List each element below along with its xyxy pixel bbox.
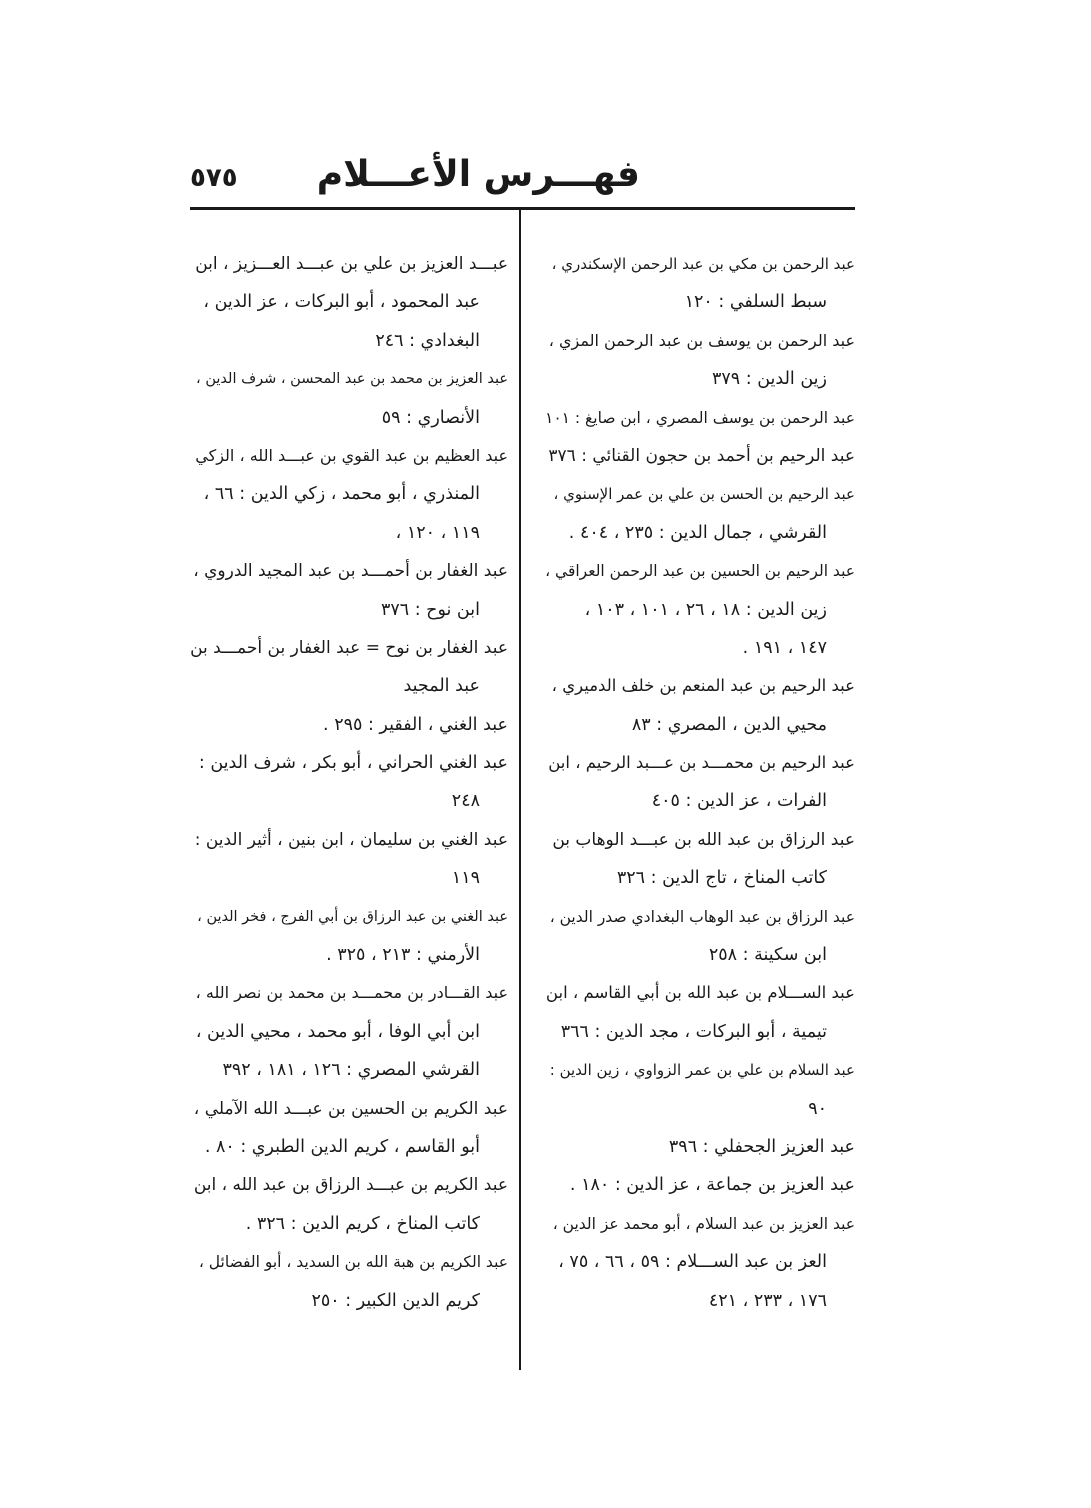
column-divider <box>519 210 521 1370</box>
index-entry-line: عبد الغني بن سليمان ، ابن بنين ، أثير الدين : <box>194 829 508 850</box>
index-entry-line: البغدادي : ٢٤٦ <box>375 330 480 351</box>
index-entry-line: ٩٠ <box>808 1098 827 1119</box>
index-entry-line: عبد الرحيم بن الحسين بن عبد الرحمن العراقي ، <box>545 562 855 581</box>
index-entry-line: الأنصاري : ٥٩ <box>381 407 480 428</box>
index-entry-line: ١٧٦ ، ٢٣٣ ، ٤٢١ <box>708 1290 827 1311</box>
index-entry-line: عبد الرحيم بن محمـــد بن عـــبد الرحيم ، ابن <box>548 753 855 773</box>
index-entry-line: الأرمني : ٢١٣ ، ٣٢٥ . <box>326 945 480 966</box>
index-entry-line: العز بن عبد الســـلام : ٥٩ ، ٦٦ ، ٧٥ ، <box>558 1252 827 1273</box>
index-entry-line: عبد الكريم بن عبـــد الرزاق بن عبد الله ، ابن <box>193 1175 508 1196</box>
index-entry-line: عبد الســـلام بن عبد الله بن أبي القاسم ، ابن <box>545 983 855 1003</box>
index-entry-line: ابن سكينة : ٢٥٨ <box>708 945 827 966</box>
index-entry-line: عبد المحمود ، أبو البركات ، عز الدين ، <box>203 292 480 313</box>
index-entry-line: أبو القاسم ، كريم الدين الطبري : ٨٠ . <box>204 1136 480 1157</box>
index-entry-line: عبد الكريم بن الحسين بن عبـــد الله الآملي ، <box>193 1098 508 1119</box>
index-entry-line: عبد الغني بن عبد الرزاق بن أبي الفرج ، فخر الدين ، <box>197 908 508 925</box>
index-entry-line: عبد السلام بن علي بن عمر الزواوي ، زين الدين : <box>549 1061 855 1080</box>
page-number: ٥٧٥ <box>190 163 238 193</box>
index-entry-line: زين الدين : ١٨ ، ٢٦ ، ١٠١ ، ١٠٣ ، <box>584 599 827 620</box>
right-column <box>545 245 855 1320</box>
index-entry-line: عبد العزيز بن جماعة ، عز الدين : ١٨٠ . <box>569 1175 855 1196</box>
index-entry-line: عبد الرحيم بن الحسن بن علي بن عمر الإسنوي ، <box>553 485 855 504</box>
index-entry-line: عبد الغفار بن أحمـــد بن عبد المجيد الدروي ، <box>193 561 508 582</box>
index-entry-line: زين الدين : ٣٧٩ <box>711 369 827 390</box>
index-entry-line: عبد الغني ، الفقير : ٢٩٥ . <box>323 714 508 735</box>
index-entry-line: عبد العزيز الجحفلي : ٣٩٦ <box>668 1136 855 1157</box>
index-entry-line: عبـــد العزيز بن علي بن عبـــد العـــزيز ، ابن <box>195 254 508 274</box>
index-entry-line: عبد الرزاق بن عبد الله بن عبـــد الوهاب بن <box>552 829 855 850</box>
index-entry-line: عبد المجيد <box>403 676 480 697</box>
index-entry-line: ابن أبي الوفا ، أبو محمد ، محيي الدين ، <box>195 1021 480 1042</box>
index-entry-line: كريم الدين الكبير : ٢٥٠ <box>311 1290 480 1311</box>
index-entry-line: ابن نوح : ٣٧٦ <box>380 599 480 620</box>
index-entry-line: تيمية ، أبو البركات ، مجد الدين : ٣٦٦ <box>560 1021 827 1042</box>
index-entry-line: الفرات ، عز الدين : ٤٠٥ <box>651 791 827 812</box>
index-entry-line: عبد العظيم بن عبد القوي بن عبـــد الله ، الزكي <box>195 445 508 465</box>
index-entry-line: كاتب المناخ ، كريم الدين : ٣٢٦ . <box>245 1213 480 1234</box>
index-entry-line: عبد الرحمن بن يوسف بن عبد الرحمن المزي ، <box>548 330 855 350</box>
left-column <box>190 245 508 1320</box>
index-entry-line: عبد الغفار بن نوح = عبد الغفار بن أحمـــد بن <box>190 637 508 658</box>
index-entry-line: عبد الغني الحراني ، أبو بكر ، شرف الدين : <box>198 753 508 774</box>
index-entry-line: عبد الرحيم بن أحمد بن حجون القنائي : ٣٧٦ <box>548 445 855 466</box>
index-entry-line: ١١٩ <box>451 868 480 889</box>
index-entry-line: عبد العزيز بن محمد بن عبد المحسن ، شرف الدين ، <box>196 371 508 388</box>
index-entry-line: محيي الدين ، المصري : ٨٣ <box>631 714 827 735</box>
index-entry-line: عبد الكريم بن هبة الله بن السديد ، أبو الفضائل ، <box>198 1253 508 1272</box>
index-entry-line: كاتب المناخ ، تاج الدين : ٣٢٦ <box>616 868 827 889</box>
index-entry-line: المنذري ، أبو محمد ، زكي الدين : ٦٦ ، <box>203 484 480 505</box>
index-entry-line: عبد الرزاق بن عبد الوهاب البغدادي صدر الدين ، <box>549 907 855 926</box>
index-entry-line: ٢٤٨ <box>451 791 480 812</box>
index-entry-line: القرشي المصري : ١٢٦ ، ١٨١ ، ٣٩٢ <box>222 1060 480 1081</box>
index-entry-line: عبد العزيز بن عبد السلام ، أبو محمد عز الدين ، <box>552 1214 855 1233</box>
index-entry-line: عبد القـــادر بن محمـــد بن محمد بن نصر الله ، <box>195 983 508 1003</box>
index-entry-line: سبط السلفي : ١٢٠ <box>684 292 827 313</box>
index-entry-line: عبد الرحمن بن يوسف المصري ، ابن صايغ : ١٠١ <box>545 408 855 427</box>
index-entry-line: القرشي ، جمال الدين : ٢٣٥ ، ٤٠٤ . <box>568 522 827 543</box>
header-rule <box>190 207 855 210</box>
index-entry-line: ١١٩ ، ١٢٠ ، <box>395 522 480 543</box>
page-title: فهـــرس الأعـــلام <box>316 154 640 195</box>
index-entry-line: ١٤٧ ، ١٩١ . <box>742 637 827 658</box>
index-entry-line: عبد الرحمن بن مكي بن عبد الرحمن الإسكندري ، <box>551 255 855 273</box>
index-entry-line: عبد الرحيم بن عبد المنعم بن خلف الدميري ، <box>551 676 855 696</box>
